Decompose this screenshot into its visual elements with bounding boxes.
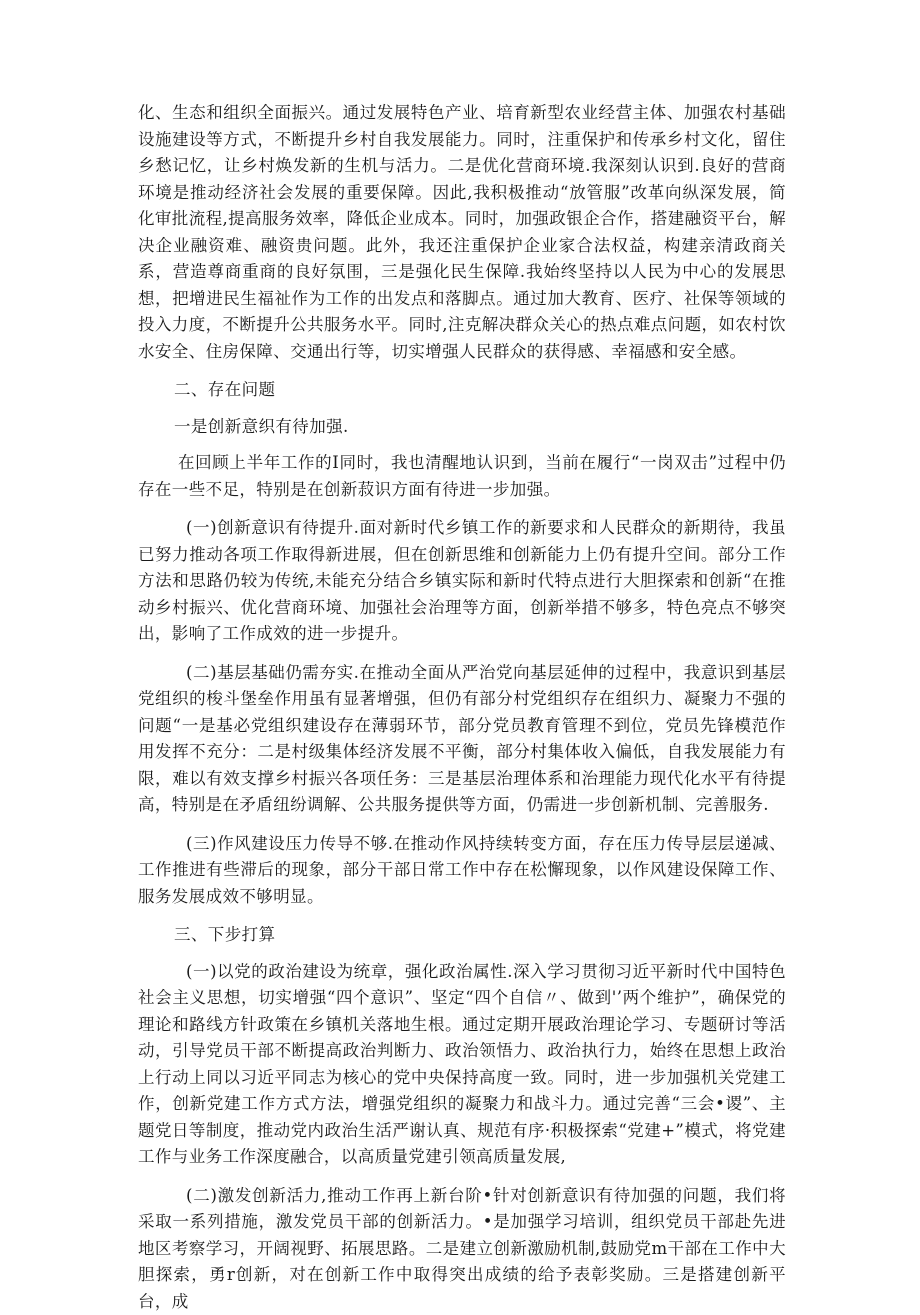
body-paragraph: (三)作风建设压力传导不够.在推动作风持续转变方面，存在压力传导层层递减、工作推进有些滞后的现象，部分干部日常工作中存在松懈现象，以作风建设保障工作、服务发展成效不够明显。 <box>138 831 786 911</box>
body-paragraph: (二)激发创新活力,推动工作再上新台阶•针对创新意识有待加强的问题，我们将采取一系列措施，激发党员干部的创新活力。•是加强学习培训，组织党员干部赴先进地区考察学习，开阔视野、拓展思路。二是建立创新激励机制,鼓励党m干部在工作中大胆探索，勇r创新，对在创新工作中取得突出成绩的给予表彰奖励。三是搭建创新平台，成 <box>138 1183 786 1315</box>
section-heading-next-steps: 三、下步打算 <box>138 922 786 949</box>
document-page <box>138 100 786 1315</box>
sub-heading: 一是创新意织有待加强. <box>138 414 786 441</box>
body-paragraph: 在回顾上半年工作的I同时，我也清醒地认识到，当前在履行“一岗双击”过程中仍存在一些不足，特别是在创新菽识方面有待进一步加强。 <box>138 450 786 503</box>
body-paragraph: (一)创新意识有待提升.面对新时代乡镇工作的新要求和人民群众的新期待，我虽已努力推动各项工作取得新进展，但在创新思维和创新能力上仍有提升空间。部分工作方法和思路仍较为传统,未能充分结合乡镇实际和新时代特点进行大胆探索和创新“在推动乡村振兴、优化营商环境、加强社会治理等方面，创新举措不够多，特色亮点不够突出，影响了工作成效的进一步提升。 <box>138 515 786 648</box>
body-paragraph: (二)基层基础仍需夯实.在推动全面从严治党向基层延伸的过程中，我意识到基层党组织的梭斗堡垒作用虽有显著增强，但仍有部分村党组织存在组织力、凝聚力不强的问题“一是基必党组织建设存在薄弱环节，部分党员教育管理不到位，党员先锋模范作用发挥不充分：二是村级集体经济发展不平衡，部分村集体收入偏低，自我发展能力有限，难以有效支撑乡村振兴各项任务：三是基层治理体系和治理能力现代化水平有待提高，特别是在矛盾纽纷调解、公共服务提供等方面，仍需进一步创新机制、完善服务. <box>138 660 786 819</box>
body-paragraph: (一)以党的政治建设为统章，强化政治属性.深入学习贯彻习近平新时代中国特色社会主义思想，切实增强“四个意识”、坚定“四个自信〃、做到'’两个维护”，确保党的理论和路线方针政策在乡镇机关落地生根。通过定期开展政治理论学习、专题研讨等活动，引导党员干部不断提高政治判断力、政治领悟力、政治执行力，始终在思想上政治上行动上同以习近平同志为核心的党中央保持高度一致。同时，进一步加强机关党建工作，创新党建工作方式方法，增强党组织的凝聚力和战斗力。通过完善“三会•谡”、主题党日等制度，推动党内政治生活严谢认真、规范有序·积极探索“党建+”模式，将党建工作与业务工作深度融合，以高质量党建引领高质量发展, <box>138 959 786 1171</box>
body-paragraph: 化、生态和组织全面振兴。通过发展特色产业、培育新型农业经营主体、加强农村基础设施建设等方式，不断提升乡村自我发展能力。同时，注重保护和传承乡村文化，留住乡愁记忆，让乡村焕发新的生机与活力。二是优化营商环境.我深刻认识到.良好的营商环境是推动经济社会发展的重要保障。因此,我积极推动“放管服”改革向纵深发展，简化审批流程,提高服务效率，降低企业成本。同时，加强政银企合作，搭建融资平台，解决企业融资难、融资贵问题。此外，我还注重保护企业家合法权益，构建亲清政商关系，营造尊商重商的良好氛围，三是强化民生保障.我始终坚持以人民为中心的发展思想，把增进民生福祉作为工作的出发点和落脚点。通过加大教育、医疗、社保等领域的投入力度，不断提升公共服务水平。同时,注克解决群众关心的热点难点问题，如农村饮水安全、住房保障、交通出行等，切实增强人民群众的获得感、幸福感和安全感。 <box>138 100 786 365</box>
section-heading-problems: 二、存在问题 <box>138 377 786 404</box>
